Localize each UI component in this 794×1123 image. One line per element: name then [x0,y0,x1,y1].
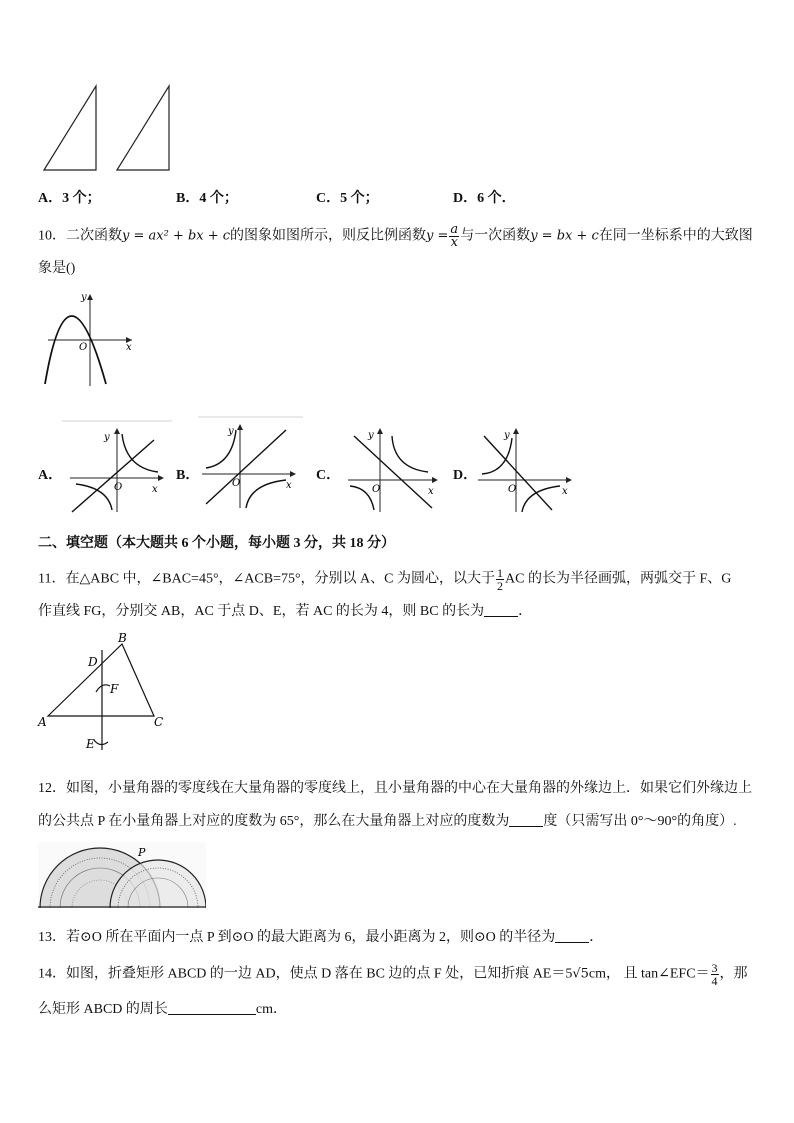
q11-triangle-figure [34,630,174,755]
answer-blank[interactable] [555,928,589,943]
svg-text:O: O [508,484,517,495]
question-number: 13． [38,930,66,945]
point-e-label: E [86,737,95,751]
q14-line2: 么矩形 ABCD 的周长 cm． [38,1002,288,1017]
q14-line1: 14．如图，折叠矩形 ABCD 的一边 AD，使点 D 落在 BC 边的点 F 处，已知折痕 AE＝5√5cm， 且 tan∠EFC＝ $\frac{3}{4}$ ，那 [38,961,748,988]
q9-option-b: B．4 个； [176,191,238,206]
answer-blank[interactable] [509,812,543,827]
q12-line1: 12．如图，小量角器的零度线在大量角器的零度线上，且小量角器的中心在大量角器的外缘边上．如果它们外缘边上 [38,781,752,796]
question-number: 10． [38,228,66,244]
axis-x-label: x [126,342,132,353]
q11-line1: 11．在△ABC 中，∠BAC=45°，∠ACB=75°，分别以 A、C 为圆心，以大于 $\frac{1}{2}$ AC 的长为半径画弧，两弧交于 F、G [38,566,732,593]
question-number: 14． [38,966,66,982]
answer-blank[interactable] [168,1000,256,1015]
q13-line: 13．若⊙O 所在平面内一点 P 到⊙O 的最大距离为 6，最小距离为 2，则⊙O 的半径为 ． [38,930,604,945]
q10-choice-a-graph[interactable] [62,420,172,515]
triangle-right [117,86,169,170]
q10-line1: 10．二次函数y = ax² + bx + c的图象如图所示，则反比例函数y = $\frac{a}{x}$ 与一次函数y = bx + c在同一坐标系中的大致图 [38,222,753,250]
point-b-label: B [118,631,127,645]
q12-line2: 的公共点 P 在小量角器上对应的度数为 65°，那么在大量角器上对应的度数为 度（只需写出 0°～90°的角度）. [38,814,737,829]
q12-protractors-figure [38,842,206,908]
fraction-three-quarters: $\frac{3}{4}$ [711,961,718,988]
svg-text:y: y [504,430,510,441]
parabola-curve [45,316,106,384]
section-fill-in-heading: 二、填空题（本大题共 6 个小题，每小题 3 分，共 18 分） [38,536,395,551]
q9-option-c: C．5 个； [316,191,379,206]
quadratic-formula: y = ax² + bx + c [122,228,231,244]
svg-text:x: x [428,486,434,497]
sqrt-five: √5 [572,966,589,982]
q11-line2: 作直线 FG，分别交 AB，AC 于点 D、E，若 AC 的长为 4，则 BC 的长为 ． [38,604,533,619]
svg-text:x: x [152,484,158,495]
point-a-label: A [38,715,47,729]
answer-blank[interactable] [484,602,518,617]
q10-choice-c-label: C． [316,468,341,483]
svg-text:x: x [286,480,292,491]
point-p-label: P [138,846,146,859]
q10-choice-c-graph[interactable] [344,424,444,514]
question-number: 11． [38,571,66,587]
q9-option-d: D．6 个． [453,191,516,206]
svg-text:y: y [228,426,234,437]
q10-choice-d-graph[interactable] [474,424,579,514]
q10-parabola-graph [40,288,140,388]
fraction-one-half: $\frac{1}{2}$ [497,566,504,593]
point-d-label: D [88,655,98,669]
q10-choice-d-label: D． [453,468,478,483]
q10-choice-a-label: A． [38,468,63,483]
linear-formula: y = bx + c [530,228,599,244]
svg-text:O: O [232,478,241,489]
point-c-label: C [154,715,164,729]
axis-y-label: y [81,292,87,303]
q9-triangles-figure [40,84,175,174]
svg-text:y: y [368,430,374,441]
q9-option-a: A．3 个； [38,191,101,206]
triangle-left [44,86,96,170]
point-f-label: F [110,682,119,696]
svg-text:x: x [562,486,568,497]
svg-text:O: O [372,484,381,495]
question-number: 12． [38,781,66,796]
q10-choice-b-graph[interactable] [198,416,303,511]
q10-choice-b-label: B． [176,468,200,483]
origin-label: O [79,342,88,353]
svg-text:O: O [114,482,123,493]
svg-text:y: y [104,432,110,443]
q10-line2: 象是() [38,261,76,276]
fraction-a-over-x: $\frac{a}{x}$ [450,222,459,250]
